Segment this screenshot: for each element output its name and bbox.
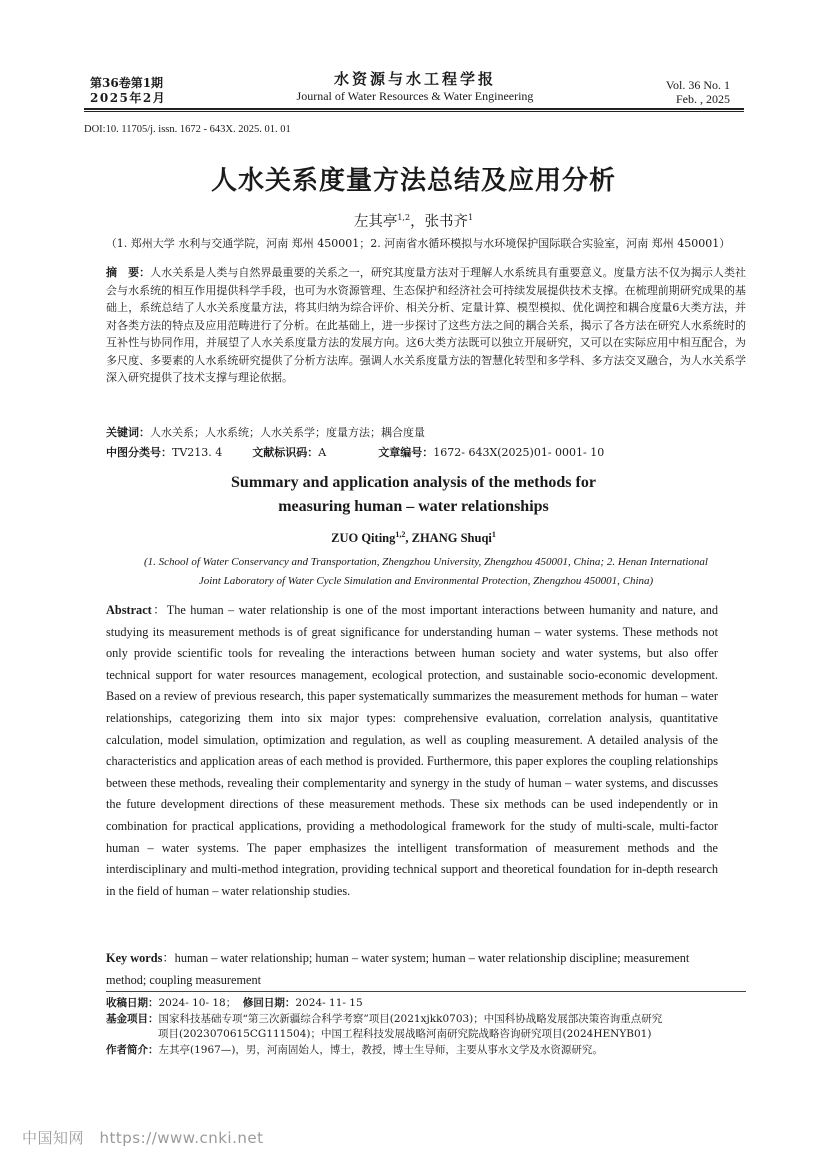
keywords-cn-label: 关键词： [106, 426, 150, 439]
journal-name [250, 70, 580, 104]
header-rule-thick [84, 108, 744, 110]
fund-label: 基金项目： [106, 1012, 159, 1025]
keywords-en-colon: ： [162, 951, 175, 965]
author-2-cn-aff: 1 [468, 213, 474, 223]
classification-line [106, 444, 604, 460]
title-en-line-1: Summary and application analysis of the methods for [231, 474, 596, 491]
doc-code-label: 文献标识码： [252, 446, 319, 459]
author-sep-en: , [405, 531, 412, 546]
title-en [60, 471, 767, 519]
footnotes [106, 996, 746, 1058]
keywords-cn-text: 人水关系；人水系统；人水关系学；度量方法；耦合度量 [150, 426, 425, 439]
title-en-line-2: measuring human – water relationships [278, 498, 549, 515]
doc-code-value: A [318, 446, 327, 459]
fund-line-2: 项目(2023070615CG111504)；中国工程科技发展战略河南研究院战略咨询研究项目(2024HENYB01) [158, 1028, 652, 1040]
abstract-cn-text: 人水关系是人类与自然界最重要的关系之一，研究其度量方法对于理解人水系统具有重要意义。度量方法不仅为揭示人类社会与水系统的相互作用提供科学手段，也可为水资源管理、生态保护和经济社会可持续发展提供技术支撑。在梳理前期研究成果的基础上，系统总结了人水关系度量方法，将其归纳为综合评价、相关分析、定量计算、模型模拟、优化调控和耦合度量6大类方法，并对各类方法的特点及应用范畴进行了分析。在此基础上，进一步探讨了这些方法之间的耦合关系，揭示了各方法在研究人水系统时的互补性与协同作用，并展望了人水关系度量方法的发展方向。这6大类方法既可以独立开展研究，又可以在实际应用中相互配合，为多尺度、多要素的人水系统研究提供了分析方法库。强调人水关系度量方法的智慧化转型和多学科、多方法交叉融合，为人水关系学深入研究提供了技术支撑与理论依据。 [106, 266, 746, 384]
journal-name-en: Journal of Water Resources & Water Engineering [296, 89, 534, 103]
article-no-value: 1672- 643X(2025)01- 0001- 10 [433, 446, 605, 459]
issue-date-en: Feb. , 2025 [676, 92, 730, 106]
fund-line [106, 1012, 746, 1028]
keywords-en [106, 948, 718, 991]
authors-cn [60, 210, 767, 231]
author-bio-label: 作者简介： [106, 1043, 159, 1056]
title-cn: 人水关系度量方法总结及应用分析 [210, 166, 616, 196]
abstract-en-text: The human – water relationship is one of the most important interactions between humanity and nature, and studying its measurement methods is of great significance for understanding human – water systems. These methods not only provide scientific tools for revealing the interactions between human society and water systems, but also offer technical support for water resources management, ecological protection, and sustainable socio-economic development. Based on a review of previous research, this paper systematically summarizes the measurement methods for human – water relationships, categorizing them into six major types: comprehensive evaluation, correlation analysis, quantitative calculation, model simulation, optimization and regulation, as well as coupling measurement. A detailed analysis of the characteristics and application areas of each method is provided. Furthermore, this paper explores the coupling relationships between these methods, revealing their complementarity and synergy in the study of human – water systems, and discusses the future development directions of these measurement methods. These six methods can be used independently or in combination for practical applications, providing a methodological framework for the study of multi-scale, multi-factor human – water systems. The paper emphasizes the intelligent transformation of measurement methods and the interdisciplinary and multi-method integration, providing technical support and theoretical foundation for in-depth research in the field of human – water relationship studies. [106, 603, 718, 898]
keywords-en-text: human – water relationship; human – water system; human – water relationship discipline; measurement method; coupling measurement [106, 951, 690, 987]
abstract-en-colon: ： [151, 603, 167, 617]
abstract-en-label: Abstract [106, 603, 152, 617]
volume-issue-en: Vol. 36 No. 1 [665, 78, 730, 92]
abstract-en [106, 600, 718, 902]
clc-label: 中图分类号： [106, 446, 172, 459]
author-bio-text: 左其亭(1967—)，男，河南固始人，博士，教授，博士生导师，主要从事水文学及水资源研究。 [158, 1043, 603, 1056]
affiliation-en-line-1: (1. School of Water Conservancy and Transportation, Zhengzhou University, Zhengzhou 450001, China; 2. Henan International [144, 556, 708, 568]
author-bio-line [106, 1043, 746, 1059]
affiliation-en [106, 553, 746, 591]
article-no-label: 文章编号： [378, 446, 434, 459]
fund-text-1: 国家科技基础专项“第三次新疆综合科学考察”项目(2021xjkk0703)；中国科协战略发展部决策咨询重点研究 [158, 1012, 663, 1025]
dates-line [106, 996, 746, 1012]
doi[interactable]: DOI:10. 11705/j. issn. 1672 - 643X. 2025. 01. 01 [84, 124, 291, 135]
clc-value: TV213. 4 [172, 446, 223, 459]
revised-date: 2024- 11- 15 [295, 997, 363, 1009]
received-label: 收稿日期： [106, 997, 159, 1009]
abstract-cn [106, 264, 746, 387]
author-1-en: ZUO Qiting [331, 531, 396, 546]
affiliation-cn: （1. 郑州大学 水利与交通学院，河南 郑州 450001；2. 河南省水循环模拟与水环境保护国际联合实验室，河南 郑州 450001） [105, 237, 731, 250]
cnki-watermark: 中国知网 https://www.cnki.net [22, 1129, 264, 1147]
volume-issue: 第36卷第1期 [90, 76, 164, 90]
keywords-en-label: Key words [106, 951, 163, 965]
issue-info-en [666, 78, 730, 106]
journal-name-cn: 水资源与水工程学报 [333, 70, 496, 88]
keywords-cn [106, 424, 746, 442]
author-sep-cn: ， [410, 214, 425, 230]
author-2-en: ZHANG Shuqi [411, 531, 492, 546]
affiliation-en-line-2: Joint Laboratory of Water Cycle Simulation and Environmental Protection, Zhengzhou 450001, China) [198, 575, 654, 587]
authors-en [60, 530, 767, 546]
received-date: 2024- 10- 18； [158, 997, 237, 1009]
header-rule-thin [84, 111, 744, 112]
author-2-cn: 张书齐 [424, 214, 469, 230]
author-1-cn: 左其亭 [353, 214, 398, 230]
revised-label: 修回日期： [242, 997, 296, 1009]
abstract-cn-label: 摘 要： [106, 266, 151, 279]
issue-info [90, 76, 166, 106]
footnote-rule [106, 991, 746, 992]
author-1-en-aff: 1,2 [395, 530, 406, 539]
author-1-cn-aff: 1,2 [397, 213, 411, 223]
author-2-en-aff: 1 [491, 530, 496, 539]
issue-date: 2025年2月 [90, 91, 167, 105]
